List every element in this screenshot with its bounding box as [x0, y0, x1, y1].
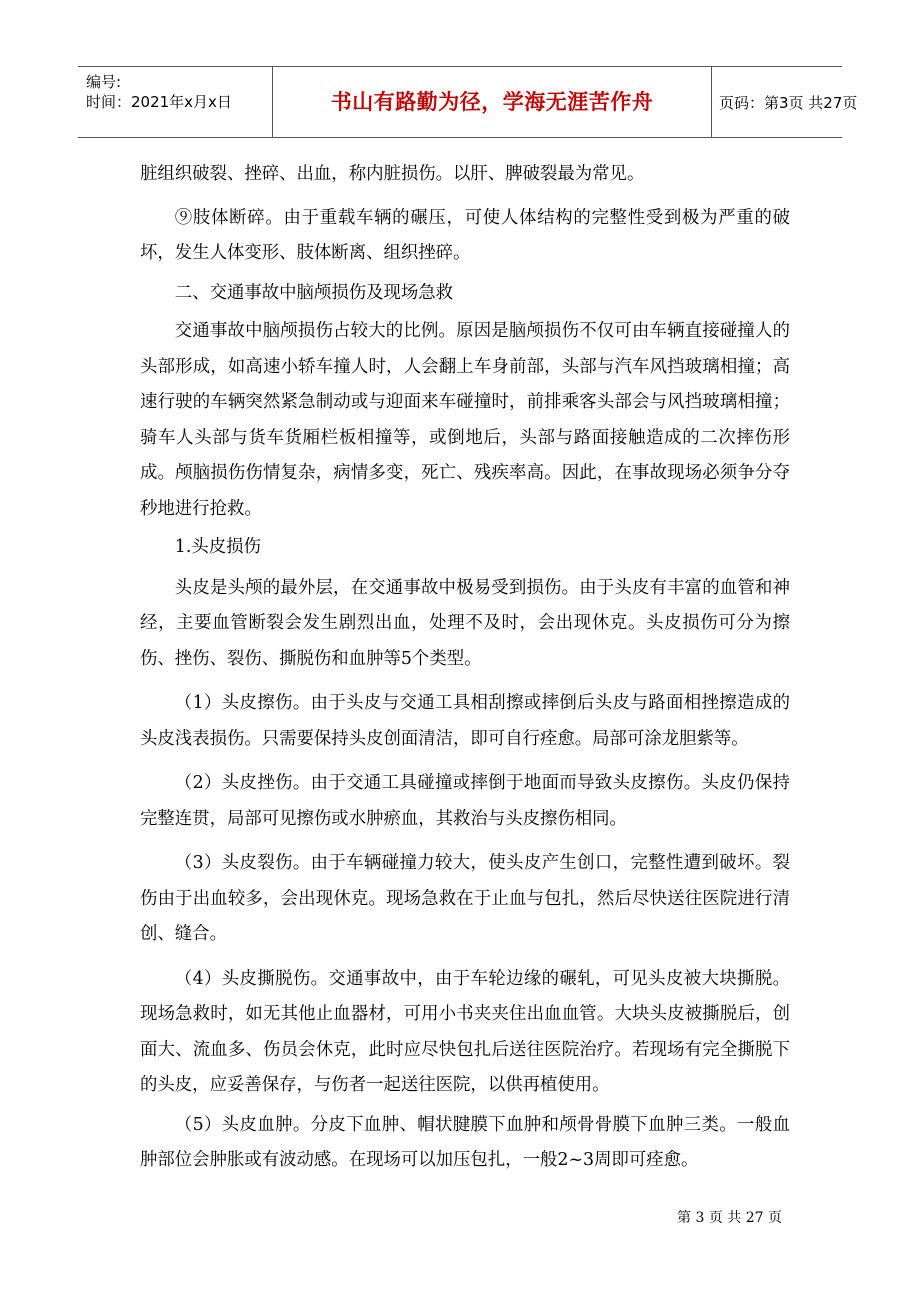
header-motto: 书山有路勤为径，学海无涯苦作舟: [330, 90, 654, 114]
paragraph-scalp-intro: 头皮是头颅的最外层，在交通事故中极易受到损伤。由于头皮有丰富的血管和神经，主要血管断裂会发生剧烈出血，处理不及时，会出现休克。头皮损伤可分为擦伤、挫伤、裂伤、撕脱伤和血肿等5个类型。: [140, 577, 790, 669]
paragraph-internal-injury-end: 脏组织破裂、挫碎、出血，称内脏损伤。以肝、脾破裂最为常见。: [140, 164, 645, 184]
paragraph-scalp-avulsion: （4）头皮撕脱伤。交通事故中，由于车轮边缘的碾轧，可见头皮被大块撕脱。现场急救时，如无其他止血器材，可用小书夹夹住出血血管。大块头皮被撕脱后，创面大、流血多、伤员会休克，此时应尽快包扎后送往医院治疗。若现场有完全撕脱下的头皮，应妥善保存，与伤者一起送往医院，以供再植使用。: [140, 968, 790, 1095]
header-motto-cell: [272, 67, 712, 137]
page-footer: 第 3 页 共 27 页: [677, 1210, 782, 1226]
page-header: [78, 66, 858, 138]
paragraph-scalp-contusion: （2）头皮挫伤。由于交通工具碰撞或摔倒于地面而导致头皮擦伤。头皮仍保持完整连贯，局部可见擦伤或水肿瘀血，其救治与头皮擦伤相同。: [140, 773, 790, 829]
paragraph-limb-fracture: ⑨肢体断碎。由于重载车辆的碾压，可使人体结构的完整性受到极为严重的破坏，发生人体变形、肢体断离、组织挫碎。: [140, 207, 790, 263]
header-page-info: 页码：第3页 共27页: [719, 94, 858, 112]
header-page-cell: [711, 67, 858, 137]
document-body: [140, 157, 790, 1179]
serial-number-label: 编号:: [86, 73, 122, 91]
date-label: 时间：2021年x月x日: [86, 93, 232, 111]
paragraph-scalp-hematoma: （5）头皮血肿。分皮下血肿、帽状腱膜下血肿和颅骨骨膜下血肿三类。一般血肿部位会肿胀或有波动感。在现场可以加压包扎，一般2~3周即可痊愈。: [140, 1114, 790, 1170]
section-heading-head-injury: 二、交通事故中脑颅损伤及现场急救: [174, 282, 454, 303]
header-left-cell: [78, 67, 272, 137]
paragraph-head-injury-intro: 交通事故中脑颅损伤占较大的比例。原因是脑颅损伤不仅可由车辆直接碰撞人的头部形成，如高速小轿车撞人时，人会翻上车身前部，头部与汽车风挡玻璃相撞；高速行驶的车辆突然紧急制动或与迎面来车碰撞时，前排乘客头部会与风挡玻璃相撞；骑车人头部与货车货厢栏板相撞等，或倒地后，头部与路面接触造成的二次摔伤形成。颅脑损伤伤情复杂，病情多变，死亡、残疾率高。因此，在事故现场必须争分夺秒地进行抢救。: [140, 321, 790, 519]
paragraph-scalp-laceration: （3）头皮裂伤。由于车辆碰撞力较大，使头皮产生创口，完整性遭到破坏。裂伤由于出血较多，会出现休克。现场急救在于止血与包扎，然后尽快送往医院进行清创、缝合。: [140, 853, 790, 944]
subheading-scalp-injury: 1.头皮损伤: [174, 537, 261, 557]
paragraph-scalp-abrasion: （1）头皮擦伤。由于头皮与交通工具相刮擦或摔倒后头皮与路面相挫擦造成的头皮浅表损伤。只需要保持头皮创面清洁，即可自行痊愈。局部可涂龙胆紫等。: [140, 693, 790, 749]
